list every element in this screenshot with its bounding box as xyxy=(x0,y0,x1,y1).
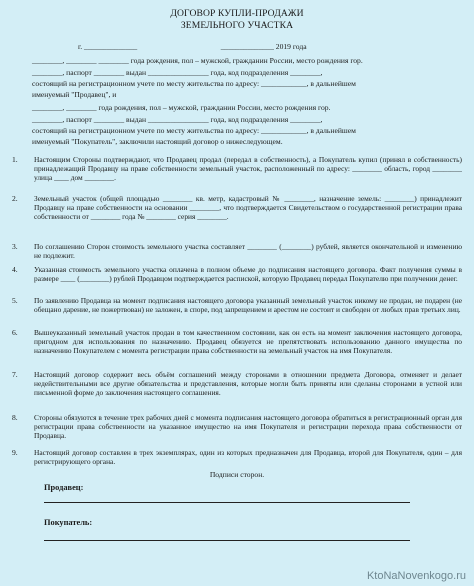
clause-number: 6. xyxy=(12,328,18,337)
clause-text: Земельный участок (общей площадью ________ кв. метр, кадастровый № ________, назначение земель: ________) принадлежит Продавцу на праве собственности на основании ________, что подтверждается Свидетельством о государственной регистрации права собственности от ________ года № ________ серия ________. xyxy=(34,194,462,222)
clause-number: 2. xyxy=(12,194,18,203)
clause-number: 1. xyxy=(12,155,18,164)
document-subtitle: ЗЕМЕЛЬНОГО УЧАСТКА xyxy=(180,20,294,31)
party-line: ________, паспорт ________ выдан ________________ года, код подразделения ________, xyxy=(32,115,323,124)
buyer-signature-line xyxy=(44,540,410,541)
signatures-heading: Подписи сторон. xyxy=(209,470,265,479)
site-watermark: KtoNaNovenkogo.ru xyxy=(366,570,466,582)
party-line: состоящий на регистрационном учете по месту жительства по адресу: ____________, в дальнейшем xyxy=(32,79,356,88)
clause-text: Вышеуказанный земельный участок продан в том качественном состоянии, как он есть на момент заключения настоящего договора, пригодном для использования по назначению. Продавец обязуется не препятствовать использованию данного имущества по назначению Покупателем с момента регистрации права собственности на земельный участок на имя Покупателя. xyxy=(34,328,462,356)
party-line: ________, ________ ________ года рождения, пол – мужской, гражданин России, место рождения гор. xyxy=(32,56,363,65)
seller-signature-line xyxy=(44,502,410,503)
clause-text: Настоящим Стороны подтверждают, что Продавец продал (передал в собственность), а Покупатель купил (принял в собственность) принадлежащий Продавцу на праве собственности земельный участок, расположенный по адресу: ________ область, город ________ улица ____ дом ________. xyxy=(34,155,462,183)
party-line: ________, паспорт ________ выдан ________________ года, код подразделения ________, xyxy=(32,68,323,77)
clause-number: 4. xyxy=(12,265,18,274)
clause-number: 3. xyxy=(12,242,18,251)
party-line: ________, ________ года рождения, пол – мужской, гражданин России, место рождения гор. xyxy=(32,103,331,112)
seller-label: Продавец: xyxy=(44,483,84,492)
clause-text: По соглашению Сторон стоимость земельного участка составляет ________ (________) рублей, является окончательной и изменению не подлежит. xyxy=(34,242,462,261)
place-date-line: г. ______________ ______________ 2019 года xyxy=(78,42,307,51)
clause-text: Указанная стоимость земельного участка оплачена в полном объеме до подписания настоящего договора. Факт получения суммы в размере ____ (________) рублей Продавцом подтверждается распиской, которую Продавец передал Покупателю при получении денег. xyxy=(34,265,462,284)
clause-text: Стороны обязуются в течение трех рабочих дней с момента подписания настоящего договора обратиться в регистрационный орган для регистрации права собственности на указанное имущество на имя Покупателя и регистрации перехода права собственности от Продавца. xyxy=(34,413,462,441)
clause-text: Настоящий договор содержит весь объём соглашений между сторонами в отношении предмета Договора, отменяет и делает недействительными все другие обязательства и представления, которые могли быть приняты или сделаны сторонами в устной или письменной форме до заключения настоящего соглашения. xyxy=(34,370,462,398)
party-line: именуемый "Покупатель", заключили настоящий договор о нижеследующем. xyxy=(32,137,283,146)
clause-number: 8. xyxy=(12,413,18,422)
clause-text: Настоящий договор составлен в трех экземплярах, один из которых предназначен для Продавца, второй для Покупателя, один – для регистрирующего органа. xyxy=(34,448,462,467)
clause-number: 9. xyxy=(12,448,18,457)
clause-number: 7. xyxy=(12,370,18,379)
buyer-label: Покупатель: xyxy=(44,518,93,527)
document-title: ДОГОВОР КУПЛИ-ПРОДАЖИ xyxy=(170,8,304,19)
party-line: состоящий на регистрационном учете по месту жительства по адресу: ____________, в дальнейшем xyxy=(32,126,356,135)
party-line: именуемый "Продавец", и xyxy=(32,90,117,99)
clause-text: По заявлению Продавца на момент подписания настоящего договора указанный земельный участок никому не продан, не подарен (не обещано дарение, не пожертвован) не заложен, в споре, под запрещением и арестом не состоит и свободен от любых прав третьих лиц. xyxy=(34,296,462,315)
clause-number: 5. xyxy=(12,296,18,305)
